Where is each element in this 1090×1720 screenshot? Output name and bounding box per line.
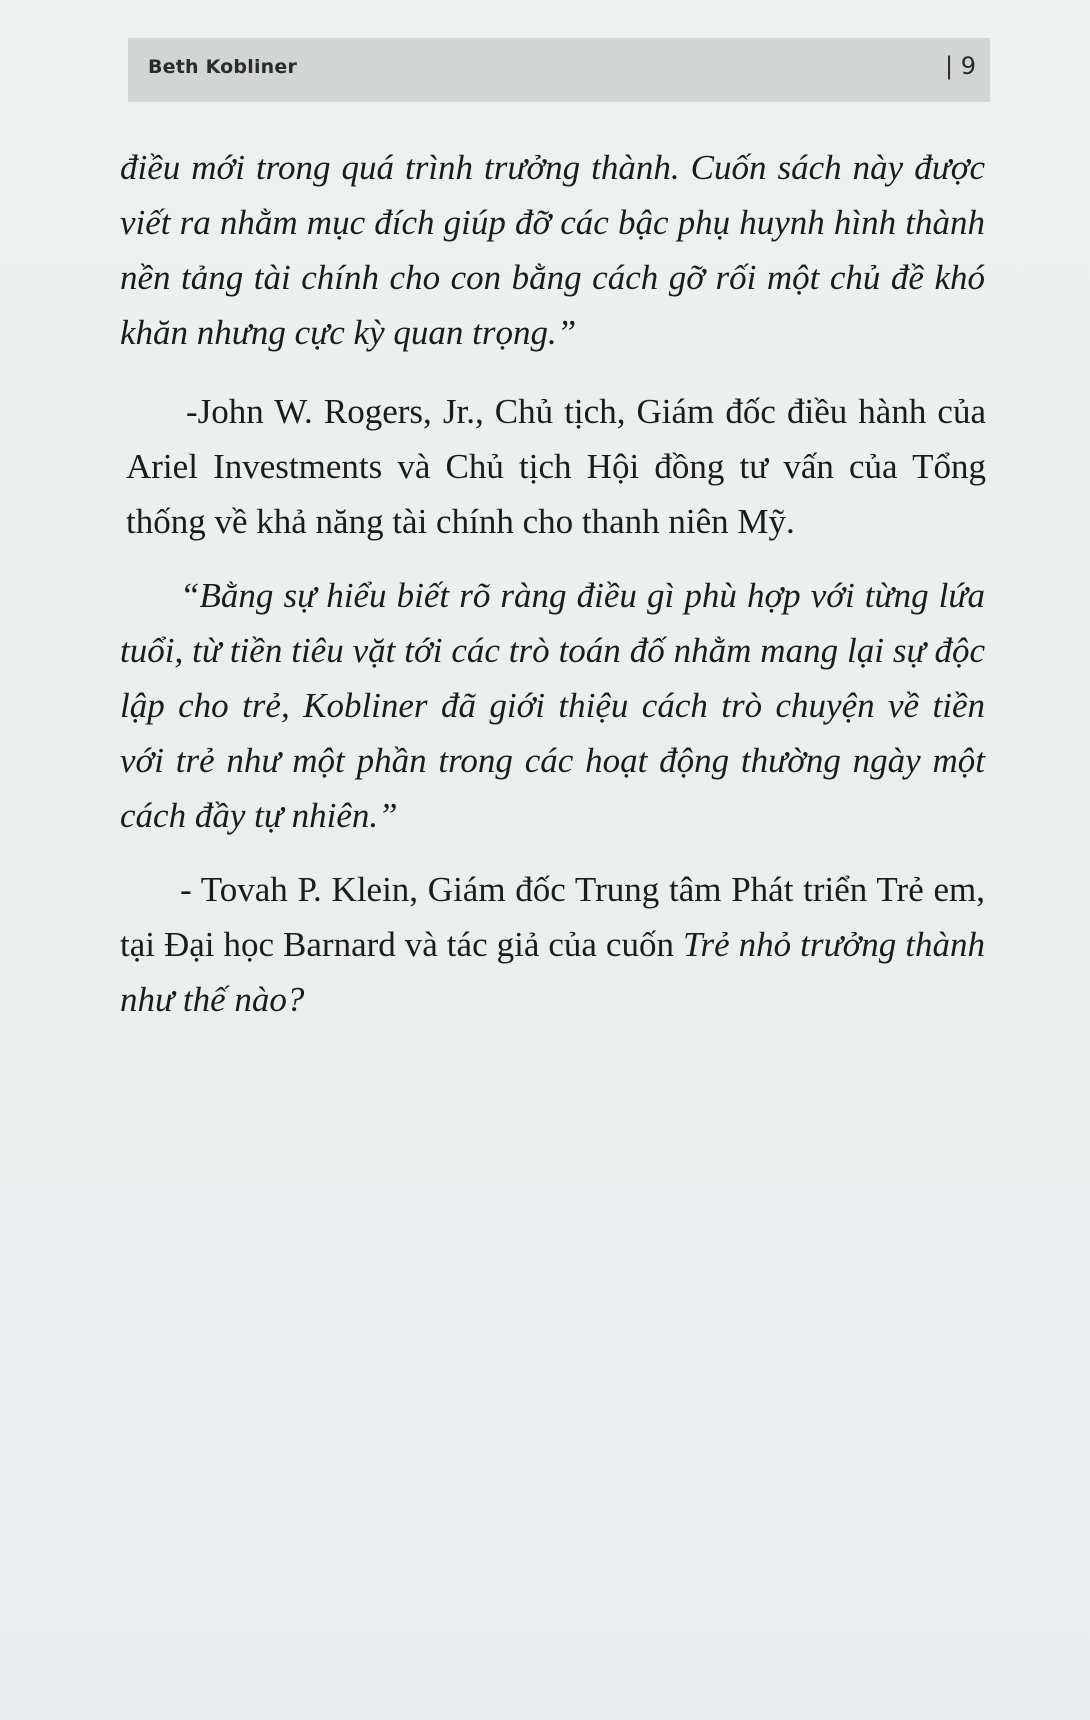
book-title: Trẻ nhỏ trưởng thành như thế nào?: [120, 925, 985, 1019]
page-number: | 9: [945, 52, 976, 80]
endorsement-attribution-1: -John W. Rogers, Jr., Chủ tịch, Giám đốc điều hành của Ariel Investments và Chủ tịch Hội đồng tư vấn của Tổng thống về khả năng tài chính cho thanh niên Mỹ.: [126, 392, 986, 541]
endorsement-quote-1: điều mới trong quá trình trưởng thành. Cuốn sách này được viết ra nhằm mục đích giúp đỡ các bậc phụ huynh hình thành nền tảng tài chính cho con bằng cách gỡ rối một chủ đề khó khăn nhưng cực kỳ quan trọng.”: [120, 148, 985, 352]
running-header: [128, 38, 990, 102]
header-author: Beth Kobliner: [148, 56, 298, 78]
endorsement-quote-2: “Bằng sự hiểu biết rõ ràng điều gì phù hợp với từng lứa tuổi, từ tiền tiêu vặt tới các trò toán đố nhằm mang lại sự độc lập cho trẻ, Kobliner đã giới thiệu cách trò chuyện về tiền với trẻ như một phần trong các hoạt động thường ngày một cách đầy tự nhiên.”: [120, 576, 985, 835]
attribution-2-text: - Tovah P. Klein, Giám đốc Trung tâm Phát triển Trẻ em, tại Đại học Barnard và tác giả của cuốn: [120, 870, 985, 964]
endorsement-attribution-2: [120, 862, 985, 1027]
